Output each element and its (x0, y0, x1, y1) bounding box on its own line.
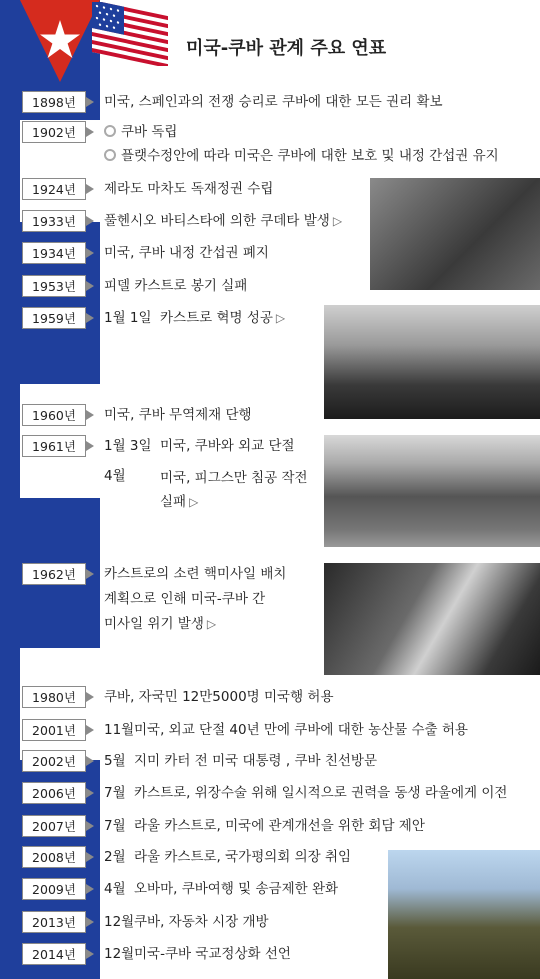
year-label: 2013년 (22, 911, 86, 933)
event-text (134, 912, 269, 932)
event-line: 제라도 마차도 독재정권 수립 (104, 181, 274, 197)
event-text (104, 92, 443, 112)
event-month: 4월 (104, 468, 126, 484)
year-label: 1961년 (22, 435, 86, 457)
event-text (104, 562, 286, 637)
photo-bay-of-pigs (324, 435, 540, 547)
event-text (134, 847, 351, 867)
arrow-icon: ▷ (189, 495, 199, 509)
photo-batista (370, 178, 540, 290)
year-label: 1924년 (22, 178, 86, 200)
year-label: 1960년 (22, 404, 86, 426)
event-month: 12월 (104, 946, 135, 962)
event-month: 11월 (104, 722, 135, 738)
event-line: 미국, 스페인과의 전쟁 승리로 쿠바에 대한 모든 권리 확보 (104, 94, 443, 110)
year-label: 1953년 (22, 275, 86, 297)
photo-fidel-castro (324, 305, 540, 419)
event-text: 플랫수정안에 따라 미국은 쿠바에 대한 보호 및 내정 간섭권 유지 (121, 148, 499, 164)
bullet-icon (104, 125, 116, 137)
event-text-block (104, 466, 308, 514)
event-month: 4월 (104, 881, 126, 897)
event-text (134, 816, 425, 836)
event-text (160, 436, 295, 456)
event-text-block (104, 783, 507, 803)
event-text-block (104, 879, 338, 899)
event-text (104, 405, 252, 425)
event-text (104, 243, 269, 263)
event-line: 라울 카스트로, 국가평의회 의장 취임 (134, 849, 352, 865)
event-line: 피델 카스트로 봉기 실패 (104, 278, 248, 294)
event-line: 미국, 피그스만 침공 작전 (160, 470, 308, 486)
page-title: 미국-쿠바 관계 주요 연표 (186, 38, 387, 59)
event-text-block (104, 847, 351, 867)
event-text (134, 879, 338, 899)
event-text-block (104, 308, 285, 328)
event-text (160, 308, 285, 328)
event-line: 카스트로 혁명 성공 ▷ (160, 310, 286, 326)
event-text-block (104, 912, 269, 932)
event-text-block (104, 751, 377, 771)
event-text (104, 179, 273, 199)
cuba-flag-icon (20, 0, 100, 82)
event-text-block (104, 944, 291, 964)
event-text (160, 466, 308, 514)
event-line: 라울 카스트로, 미국에 관계개선을 위한 회담 제안 (134, 818, 425, 834)
year-label: 1933년 (22, 210, 86, 232)
event-line: 오바마, 쿠바여행 및 송금제한 완화 (134, 881, 339, 897)
year-label: 2007년 (22, 815, 86, 837)
event-line: 쿠바, 자국민 12만5000명 미국행 허용 (104, 689, 334, 705)
event-line: 미국, 쿠바와 외교 단절 (160, 438, 295, 454)
event-text-block (104, 179, 273, 199)
event-line: 계획으로 인해 미국-쿠바 간 (104, 591, 266, 607)
photo-kennedy (324, 563, 540, 675)
event-month: 1월 1일 (104, 310, 152, 326)
event-text-block (104, 816, 425, 836)
year-label: 2002년 (22, 750, 86, 772)
event-line: 지미 카터 전 미국 대통령 , 쿠바 친선방문 (134, 753, 377, 769)
year-label: 2006년 (22, 782, 86, 804)
flag-pole (0, 0, 20, 979)
event-line: 실패 ▷ (160, 494, 199, 510)
us-flag-icon (92, 2, 172, 66)
event-month: 5월 (104, 753, 126, 769)
event-text (104, 211, 342, 231)
event-text (104, 276, 247, 296)
event-line: 카스트로, 위장수술 위해 일시적으로 권력을 동생 라울에게 이전 (134, 785, 508, 801)
event-text-block (104, 276, 247, 296)
year-label: 1902년 (22, 121, 86, 143)
event-month: 7월 (104, 785, 126, 801)
arrow-icon: ▷ (275, 311, 286, 325)
event-text (104, 687, 333, 707)
arrow-icon: ▷ (206, 617, 217, 631)
year-label: 2009년 (22, 878, 86, 900)
event-line: 미국, 쿠바 내정 간섭권 폐지 (104, 245, 269, 261)
year-label: 1934년 (22, 242, 86, 264)
arrow-icon: ▷ (332, 214, 343, 228)
event-text-block (104, 243, 269, 263)
event-bullet (104, 122, 177, 142)
year-label: 1959년 (22, 307, 86, 329)
bullet-icon (104, 149, 116, 161)
year-label: 2008년 (22, 846, 86, 868)
event-text (134, 751, 377, 771)
event-text-block (104, 405, 252, 425)
year-label: 1898년 (22, 91, 86, 113)
year-label: 2001년 (22, 719, 86, 741)
event-month: 2월 (104, 849, 126, 865)
photo-raul-castro (388, 850, 540, 979)
event-line: 미국, 외교 단절 40년 만에 쿠바에 대한 농산물 수출 허용 (134, 722, 468, 738)
event-month: 1월 3일 (104, 438, 152, 454)
event-text-block (104, 687, 333, 707)
event-line: 풀헨시오 바티스타에 의한 쿠데타 발생 ▷ (104, 213, 343, 229)
event-line: 미국, 쿠바 무역제재 단행 (104, 407, 252, 423)
event-month: 7월 (104, 818, 126, 834)
event-line: 쿠바, 자동차 시장 개방 (134, 914, 269, 930)
event-text: 쿠바 독립 (121, 124, 178, 140)
event-line: 미국-쿠바 국교정상화 선언 (134, 946, 291, 962)
event-text-block (104, 211, 342, 231)
event-text (134, 944, 291, 964)
event-month: 12월 (104, 914, 135, 930)
event-text (134, 783, 507, 803)
event-text (134, 720, 468, 740)
event-text-block (104, 720, 468, 740)
event-text-block (104, 436, 295, 456)
event-line: 카스트로의 소련 핵미사일 배치 (104, 566, 287, 582)
event-bullet (104, 146, 499, 166)
event-line: 미사일 위기 발생 ▷ (104, 616, 217, 632)
event-text-block (104, 562, 286, 637)
year-label: 2014년 (22, 943, 86, 965)
year-label: 1980년 (22, 686, 86, 708)
event-text-block (104, 92, 443, 112)
year-label: 1962년 (22, 563, 86, 585)
